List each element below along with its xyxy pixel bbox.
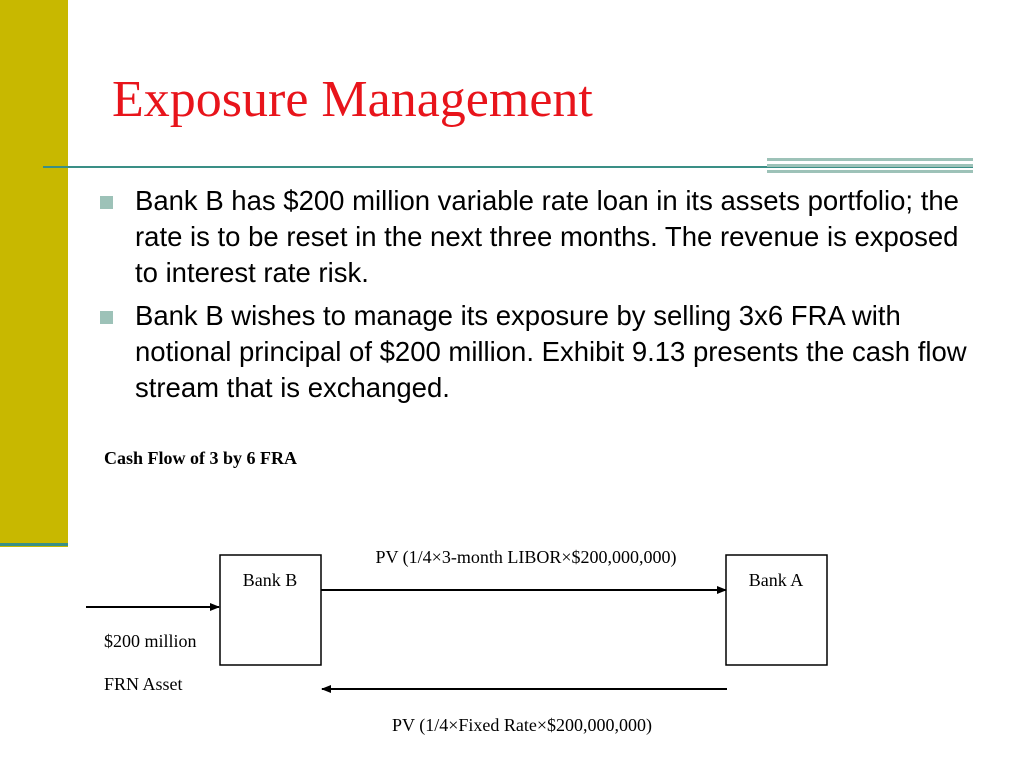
asset-amount-label: $200 million xyxy=(104,631,197,651)
diagram-caption: Cash Flow of 3 by 6 FRA xyxy=(104,448,298,468)
bullet-text: Bank B wishes to manage its exposure by selling 3x6 FRA with notional principal of $200 million. Exhibit 9.13 presents the cash flow stream that is exchanged. xyxy=(135,300,967,403)
top-flow-label: PV (1/4×3-month LIBOR×$200,000,000) xyxy=(375,547,677,567)
bottom-flow-label: PV (1/4×Fixed Rate×$200,000,000) xyxy=(392,715,652,735)
bank-b-label: Bank B xyxy=(242,570,298,590)
slide-title: Exposure Management xyxy=(112,71,593,128)
bank-a-label: Bank A xyxy=(748,570,804,590)
bullet-text: Bank B has $200 million variable rate loan in its assets portfolio; the rate is to be reset in the next three months. The revenue is exposed to interest rate risk. xyxy=(135,185,959,288)
asset-type-label: FRN Asset xyxy=(104,674,183,694)
